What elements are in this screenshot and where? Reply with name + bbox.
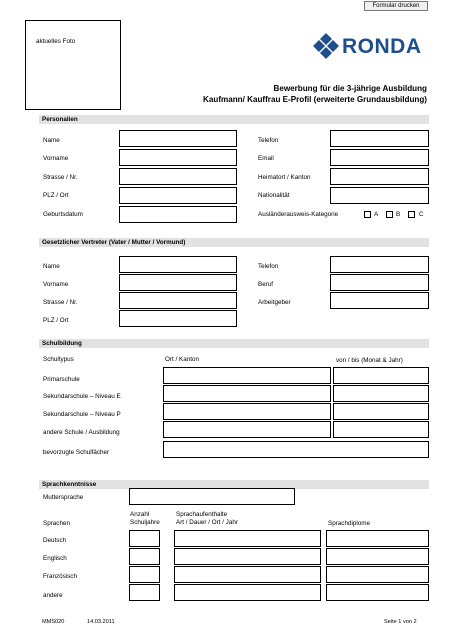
- input-englisch-diplome[interactable]: [326, 548, 429, 565]
- label-plz-ort: PLZ / Ort: [43, 192, 69, 199]
- label-primarschule: Primarschule: [43, 376, 80, 383]
- input-sek-p-ort[interactable]: [163, 403, 331, 420]
- label-permit-b: B: [396, 211, 401, 218]
- label-name: Name: [43, 137, 60, 144]
- photo-placeholder[interactable]: [25, 20, 121, 110]
- title-line-1: Bewerbung für die 3-jährige Ausbildung: [273, 84, 427, 93]
- label-permit-c: C: [419, 211, 424, 218]
- checkbox-permit-a[interactable]: [364, 211, 371, 218]
- input-email[interactable]: [330, 149, 429, 166]
- print-button[interactable]: Formular drucken: [364, 1, 428, 11]
- input-englisch-jahre[interactable]: [129, 548, 160, 565]
- header-aufenthalte: Sprachaufenthalte: [176, 511, 228, 518]
- label-telefon: Telefon: [258, 137, 279, 144]
- input-vertreter-plz-ort[interactable]: [119, 310, 237, 327]
- input-schulfaecher[interactable]: [163, 441, 429, 458]
- label-vertreter-telefon: Telefon: [258, 263, 279, 270]
- input-deutsch-aufenthalte[interactable]: [174, 530, 321, 547]
- label-sek-p: Sekundarschule – Niveau P: [43, 411, 121, 418]
- footer-page: Seite 1 von 2: [384, 619, 417, 625]
- checkbox-permit-b[interactable]: [386, 211, 393, 218]
- label-auslaenderausweis: Ausländerausweis-Kategorie: [258, 211, 339, 218]
- label-vertreter-name: Name: [43, 263, 60, 270]
- input-deutsch-diplome[interactable]: [326, 530, 429, 547]
- logo-text: RONDA: [342, 35, 422, 58]
- input-muttersprache[interactable]: [129, 488, 295, 505]
- input-franzoesisch-jahre[interactable]: [129, 566, 160, 583]
- label-geburtsdatum: Geburtsdatum: [43, 211, 83, 218]
- label-andere-schule: andere Schule / Ausbildung: [43, 429, 120, 436]
- input-deutsch-jahre[interactable]: [129, 530, 160, 547]
- label-englisch: Englisch: [43, 555, 67, 562]
- input-andere-jahre[interactable]: [129, 584, 160, 601]
- section-vertreter: Gesetzlicher Vertreter (Vater / Mutter / Vormund): [39, 238, 429, 247]
- input-franzoesisch-aufenthalte[interactable]: [174, 566, 321, 583]
- label-vertreter-strasse: Strasse / Nr.: [43, 299, 78, 306]
- input-vertreter-telefon[interactable]: [330, 256, 429, 273]
- section-personalien: Personalien: [39, 115, 429, 124]
- label-permit-a: A: [374, 211, 379, 218]
- label-strasse: Strasse / Nr.: [43, 174, 78, 181]
- input-sek-e-ort[interactable]: [163, 385, 331, 402]
- input-sek-p-vonbis[interactable]: [333, 403, 429, 420]
- input-andere-schule-vonbis[interactable]: [333, 421, 429, 438]
- label-vorname: Vorname: [43, 155, 69, 162]
- form-title: [203, 83, 427, 105]
- section-schulbildung: Schulbildung: [39, 339, 429, 348]
- input-vertreter-arbeitgeber[interactable]: [330, 292, 429, 309]
- header-schultypus: Schultypus: [43, 356, 74, 363]
- label-vertreter-plz-ort: PLZ / Ort: [43, 317, 69, 324]
- input-englisch-aufenthalte[interactable]: [174, 548, 321, 565]
- photo-label: aktuelles Foto: [36, 38, 76, 45]
- label-andere-sprache: andere: [43, 592, 63, 599]
- input-primarschule-vonbis[interactable]: [333, 367, 429, 384]
- label-email: Email: [258, 155, 274, 162]
- input-franzoesisch-diplome[interactable]: [326, 566, 429, 583]
- input-strasse[interactable]: [119, 168, 237, 185]
- title-line-2: Kaufmann/ Kauffrau E-Profil (erweiterte Grundausbildung): [203, 95, 427, 104]
- header-sprachen: Sprachen: [43, 520, 70, 527]
- input-vertreter-name[interactable]: [119, 256, 237, 273]
- input-andere-schule-ort[interactable]: [163, 421, 331, 438]
- input-vertreter-beruf[interactable]: [330, 274, 429, 291]
- footer-code: MMS020: [42, 619, 65, 625]
- input-andere-diplome[interactable]: [326, 584, 429, 601]
- input-nationalitaet[interactable]: [330, 187, 429, 204]
- label-franzoesisch: Französisch: [43, 573, 77, 580]
- input-geburtsdatum[interactable]: [119, 206, 237, 223]
- label-sek-e: Sekundarschule – Niveau E: [43, 393, 121, 400]
- header-anzahl: Anzahl: [130, 511, 150, 518]
- input-primarschule-ort[interactable]: [163, 367, 331, 384]
- label-heimatort: Heimatort / Kanton: [258, 174, 311, 181]
- input-name[interactable]: [119, 130, 237, 147]
- header-sprachdiplome: Sprachdiplome: [328, 520, 371, 527]
- label-nationalitaet: Nationalität: [258, 192, 290, 199]
- ronda-logo-icon: [312, 32, 340, 60]
- input-heimatort[interactable]: [330, 168, 429, 185]
- header-aufenthalte-detail: Art / Dauer / Ort / Jahr: [176, 519, 238, 526]
- header-von-bis: von / bis (Monat & Jahr): [336, 357, 403, 364]
- input-vorname[interactable]: [119, 149, 237, 166]
- label-vertreter-beruf: Beruf: [258, 281, 274, 288]
- input-plz-ort[interactable]: [119, 187, 237, 204]
- header-ort-kanton: Ort / Kanton: [165, 356, 199, 363]
- label-schulfaecher: bevorzugte Schulfächer: [43, 449, 110, 456]
- label-vertreter-vorname: Vorname: [43, 281, 69, 288]
- section-sprachkenntnisse: Sprachkenntnisse: [39, 480, 429, 489]
- label-deutsch: Deutsch: [43, 537, 67, 544]
- input-telefon[interactable]: [330, 130, 429, 147]
- label-muttersprache: Muttersprache: [43, 494, 84, 501]
- input-vertreter-vorname[interactable]: [119, 274, 237, 291]
- header-schuljahre: Schuljahre: [130, 519, 160, 526]
- input-vertreter-strasse[interactable]: [119, 292, 237, 309]
- label-vertreter-arbeitgeber: Arbeitgeber: [258, 299, 291, 306]
- input-andere-aufenthalte[interactable]: [174, 584, 321, 601]
- footer-date: 14.03.2011: [87, 619, 115, 625]
- input-sek-e-vonbis[interactable]: [333, 385, 429, 402]
- checkbox-permit-c[interactable]: [408, 211, 415, 218]
- company-logo: [312, 32, 432, 60]
